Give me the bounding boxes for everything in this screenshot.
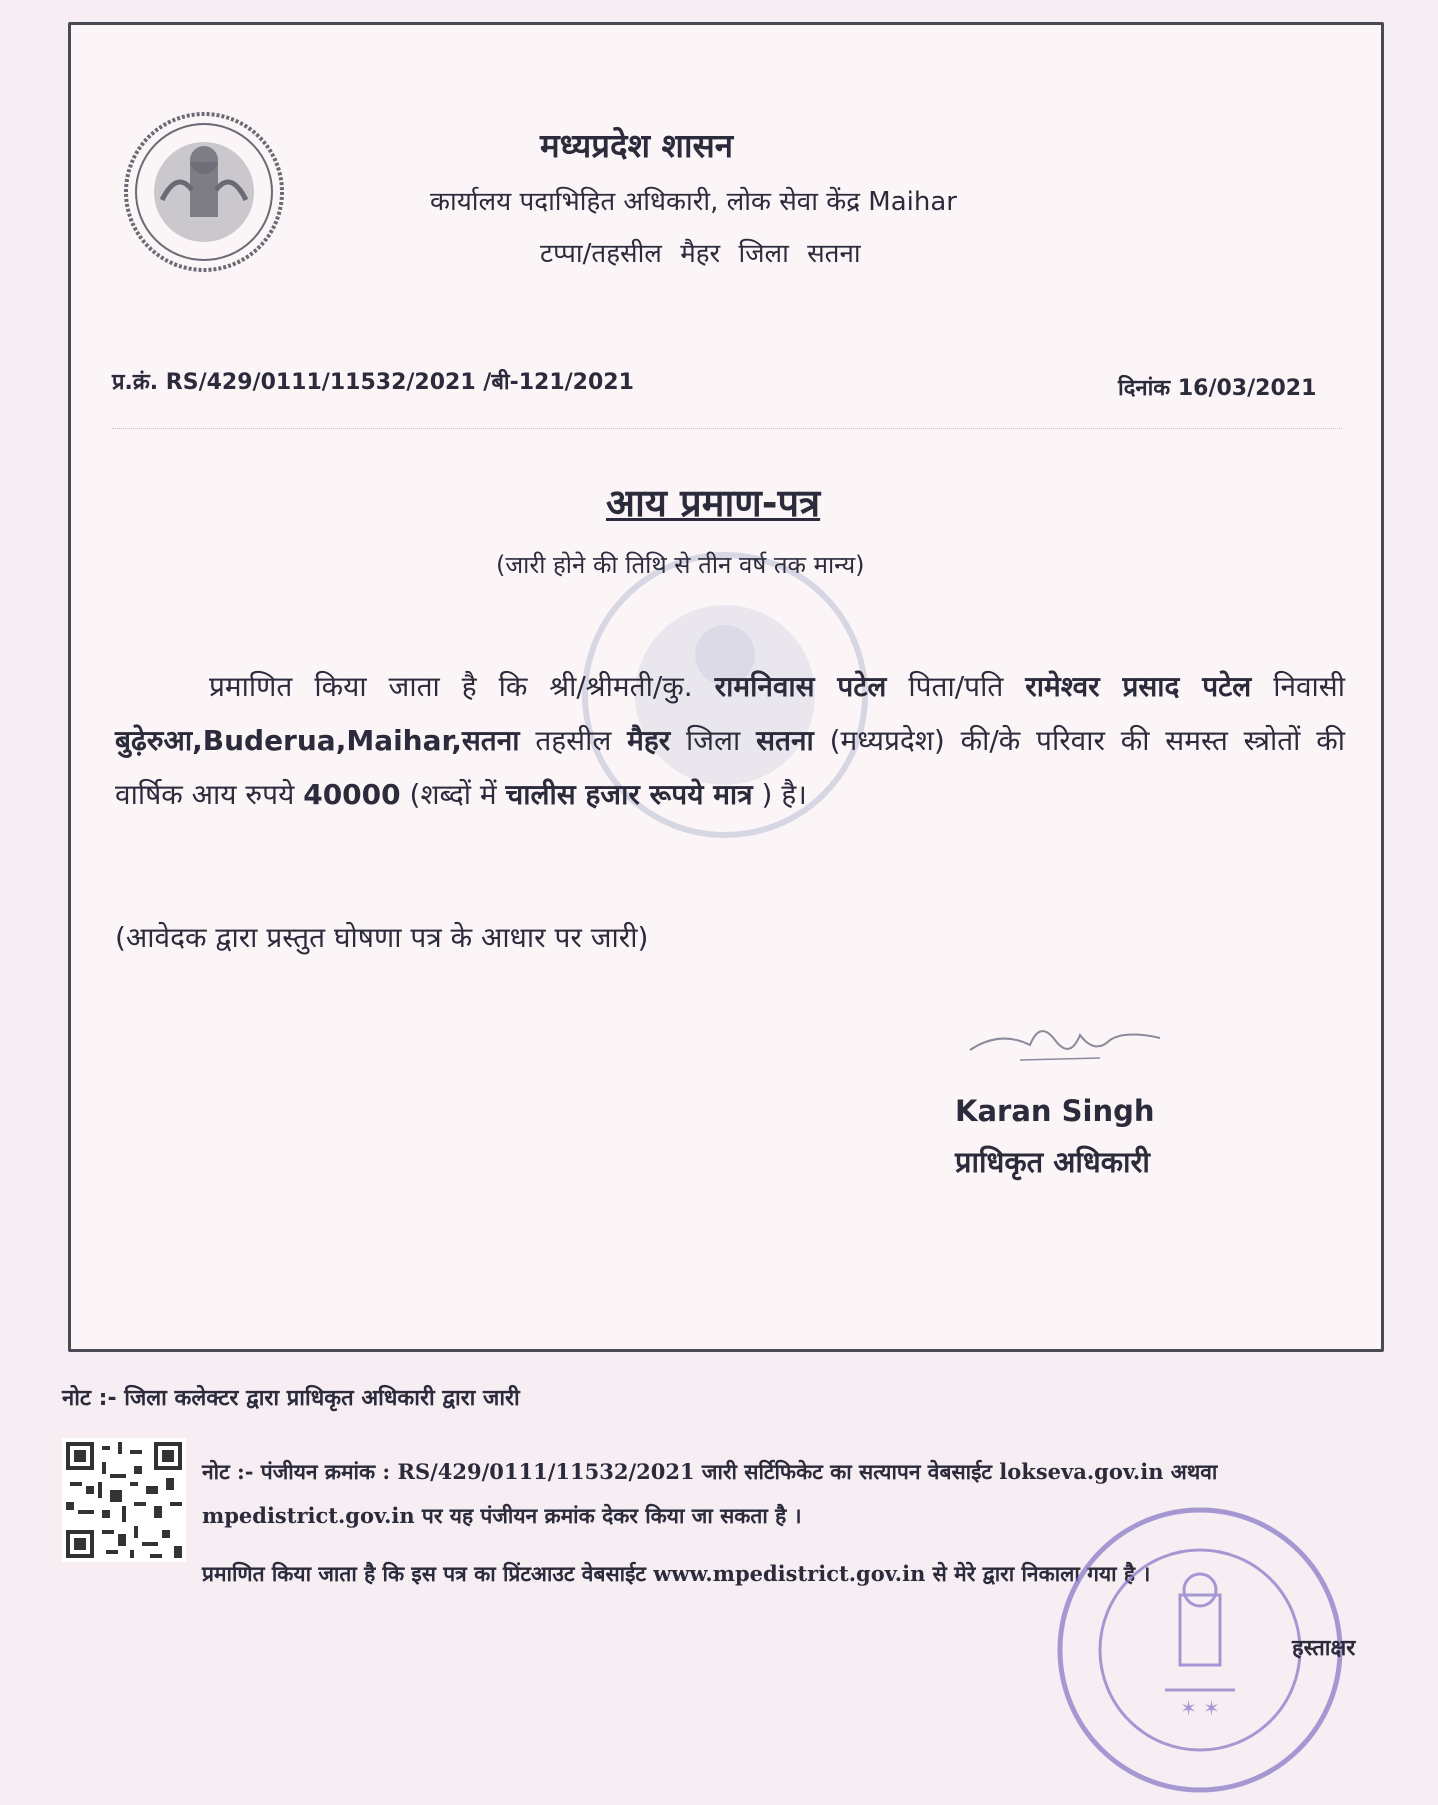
mp-government-emblem	[122, 110, 287, 275]
officer-designation: प्राधिकृत अधिकारी	[955, 1145, 1150, 1179]
tehsil-name: मैहर	[627, 724, 671, 757]
footer-note-verification: नोट :- पंजीयन क्रमांक : RS/429/0111/11532/2021 जारी सर्टिफिकेट का सत्यापन वेबसाईट lokseva.gov.in अथवा mpedistrict.gov.in पर यह पंजीयन क्रमांक देकर किया जा सकता है ।	[202, 1459, 1218, 1528]
body-text-5: जिला	[670, 724, 757, 757]
reference-number: प्र.क्रं. RS/429/0111/11532/2021 /बी-121/2021	[112, 370, 634, 395]
svg-text:✶ ✶: ✶ ✶	[1180, 1696, 1220, 1720]
signature-label: हस्ताक्षर	[1292, 1636, 1356, 1661]
body-text-3: निवासी	[1251, 670, 1345, 703]
body-text-4: तहसील	[519, 724, 628, 757]
declaration-note: (आवेदक द्वारा प्रस्तुत घोषणा पत्र के आधार पर जारी)	[115, 921, 649, 954]
income-amount: 40000	[303, 778, 401, 811]
handwritten-signature	[960, 1010, 1170, 1080]
certificate-title: आय प्रमाण-पत्र	[606, 481, 821, 525]
issue-date: दिनांक 16/03/2021	[1118, 376, 1317, 401]
divider	[112, 428, 1342, 429]
officer-name: Karan Singh	[955, 1094, 1155, 1128]
body-text-6: (मध्यप्रदेश) की/के परिवार की समस्त स्त्रोतों की वार्षिक आय रुपये	[115, 724, 1345, 811]
validity-note: (जारी होने की तिथि से तीन वर्ष तक मान्य)	[496, 551, 865, 579]
address: बुढ़ेरुआ,Buderua,Maihar,सतना	[115, 724, 520, 757]
footer-note-printout: प्रमाणित किया जाता है कि इस पत्र का प्रिंटआउट वेबसाईट www.mpedistrict.gov.in से मेरे द्वारा निकाला गया है ।	[202, 1561, 1151, 1586]
footer-note-collector: नोट :- जिला कलेक्टर द्वारा प्राधिकृत अधिकारी द्वारा जारी	[62, 1386, 520, 1411]
government-heading: मध्यप्रदेश शासन	[540, 126, 734, 165]
income-in-words: चालीस हजार रूपये मात्र	[505, 778, 753, 811]
tehsil-heading: टप्पा/तहसील मैहर जिला सतना	[540, 239, 861, 269]
father-name: रामेश्वर प्रसाद पटेल	[1025, 670, 1252, 703]
body-text-8: ) है।	[752, 778, 807, 811]
body-text-7: (शब्दों में	[400, 778, 506, 811]
certificate-body	[115, 660, 1345, 822]
office-heading: कार्यालय पदाभिहित अधिकारी, लोक सेवा केंद्र Maihar	[430, 187, 957, 217]
district-name: सतना	[756, 724, 814, 757]
body-text-2: पिता/पति	[886, 670, 1026, 703]
qr-code	[62, 1438, 186, 1562]
body-text-1: प्रमाणित किया जाता है कि श्री/श्रीमती/कु.	[209, 670, 715, 703]
applicant-name: रामनिवास पटेल	[714, 670, 887, 703]
